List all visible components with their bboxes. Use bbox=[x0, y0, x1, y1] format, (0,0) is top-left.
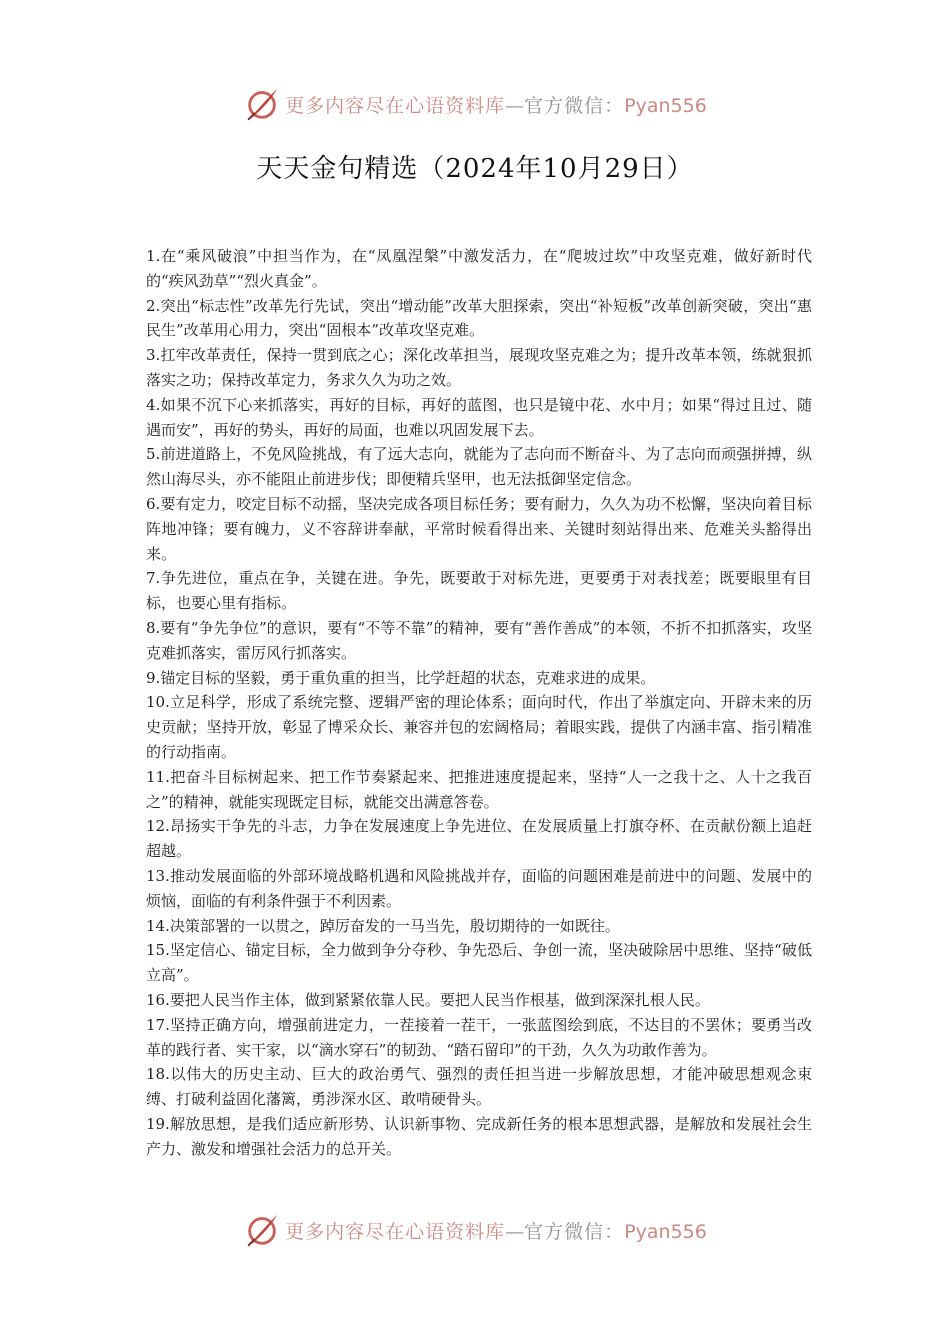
watermark-dash: — bbox=[505, 1220, 525, 1243]
watermark-main: 更多内容尽在心语资料库 bbox=[285, 1220, 506, 1243]
footer-watermark-banner bbox=[0, 1208, 950, 1252]
quote-item-19: 19.解放思想，是我们适应新形势、认识新事物、完成新任务的根本思想武器，是解放和发展社会生产力、激发和增强社会活力的总开关。 bbox=[146, 1114, 812, 1158]
quote-item-13: 13.推动发展面临的外部环境战略机遇和风险挑战并存，面临的问题困难是前进中的问题、发展中的烦恼，面临的有利条件强于不利因素。 bbox=[146, 866, 812, 910]
quote-item-15: 15.坚定信心、锚定目标，全力做到争分夺秒、争先恐后、争创一流，坚决破除居中思维、坚持“破低立高”。 bbox=[146, 941, 812, 985]
quote-item-5: 5.前进道路上，不免风险挑战，有了远大志向，就能为了志向而不断奋斗、为了志向而顽强拼搏，纵然山海尽头，亦不能阻止前进步伐；即便精兵坚甲，也无法抵御坚定信念。 bbox=[146, 445, 812, 489]
quote-item-16: 16.要把人民当作主体，做到紧紧依靠人民。要把人民当作根基，做到深深扎根人民。 bbox=[146, 990, 710, 1009]
quote-item-10: 10.立足科学，形成了系统完整、逻辑严密的理论体系；面向时代，作出了举旗定向、开辟未来的历史贡献；坚持开放，彰显了博采众长、兼容并包的宏阔格局；着眼实践，提供了内涵丰富、指引精准的行动指南。 bbox=[146, 693, 812, 761]
watermark-wechat-id: Pyan556 bbox=[624, 1220, 707, 1243]
quote-item-17: 17.坚持正确方向，增强前进定力，一茬接着一茬干，一张蓝图绘到底，不达目的不罢休；要勇当改革的践行者、实干家，以“滴水穿石”的韧劲、“踏石留印”的干劲，久久为功敢作善为。 bbox=[146, 1015, 812, 1059]
watermark-dash: — bbox=[505, 94, 525, 117]
watermark-text bbox=[285, 1217, 707, 1244]
header-watermark-banner bbox=[0, 82, 950, 126]
quill-logo-icon bbox=[243, 1211, 281, 1249]
quill-logo-icon bbox=[243, 85, 281, 123]
watermark-text bbox=[285, 91, 707, 118]
watermark-label: 官方微信： bbox=[524, 94, 625, 117]
quote-list bbox=[146, 244, 812, 1161]
quote-item-9: 9.锚定目标的坚毅，勇于重负重的担当，比学赶超的状态，克难求进的成果。 bbox=[146, 668, 656, 687]
quote-item-11: 11.把奋斗目标树起来、把工作节奏紧起来、把推进速度提起来，坚持“人一之我十之、人十之我百之”的精神，就能实现既定目标，就能交出满意答卷。 bbox=[146, 767, 812, 811]
quote-item-18: 18.以伟大的历史主动、巨大的政治勇气、强烈的责任担当进一步解放思想，才能冲破思想观念束缚、打破利益固化藩篱，勇涉深水区、敢啃硬骨头。 bbox=[146, 1065, 812, 1109]
quote-item-6: 6.要有定力，咬定目标不动摇，坚决完成各项目标任务；要有耐力，久久为功不松懈，坚决向着目标阵地冲锋；要有魄力，义不容辞讲奉献，平常时候看得出来、关键时刻站得出来、危难关头豁得出来。 bbox=[146, 494, 812, 563]
watermark-main: 更多内容尽在心语资料库 bbox=[285, 94, 506, 117]
quote-item-14: 14.决策部署的一以贯之，踔厉奋发的一马当先，殷切期待的一如既往。 bbox=[146, 916, 620, 935]
quote-item-8: 8.要有“争先争位”的意识，要有“不等不靠”的精神，要有“善作善成”的本领，不折不扣抓落实，攻坚克难抓落实，雷厉风行抓落实。 bbox=[146, 618, 812, 662]
quote-item-3: 3.扛牢改革责任，保持一贯到底之心；深化改革担当，展现攻坚克难之为；提升改革本领，练就狠抓落实之功；保持改革定力，务求久久为功之效。 bbox=[146, 346, 812, 389]
quote-item-2: 2.突出“标志性”改革先行先试，突出“增动能”改革大胆探索，突出“补短板”改革创新突破，突出“惠民生”改革用心用力，突出“固根本”改革攻坚克难。 bbox=[146, 296, 812, 340]
quote-item-1: 1.在“乘风破浪”中担当作为，在“凤凰涅槃”中激发活力，在“爬坡过坎”中攻坚克难，做好新时代的“疾风劲草”“烈火真金”。 bbox=[146, 247, 812, 290]
watermark-label: 官方微信： bbox=[524, 1220, 625, 1243]
quote-item-4: 4.如果不沉下心来抓落实，再好的目标，再好的蓝图，也只是镜中花、水中月；如果“得过且过、随遇而安”，再好的势头，再好的局面，也难以巩固发展下去。 bbox=[146, 395, 812, 439]
quote-item-12: 12.昂扬实干争先的斗志，力争在发展速度上争先进位、在发展质量上打旗夺杯、在贡献份额上追赶超越。 bbox=[146, 817, 812, 861]
watermark-wechat-id: Pyan556 bbox=[624, 94, 707, 117]
quote-item-7: 7.争先进位，重点在争，关键在进。争先，既要敢于对标先进，更要勇于对表找差；既要眼里有目标，也要心里有指标。 bbox=[146, 569, 812, 613]
page-title: 天天金句精选（2024年10月29日） bbox=[256, 154, 694, 184]
